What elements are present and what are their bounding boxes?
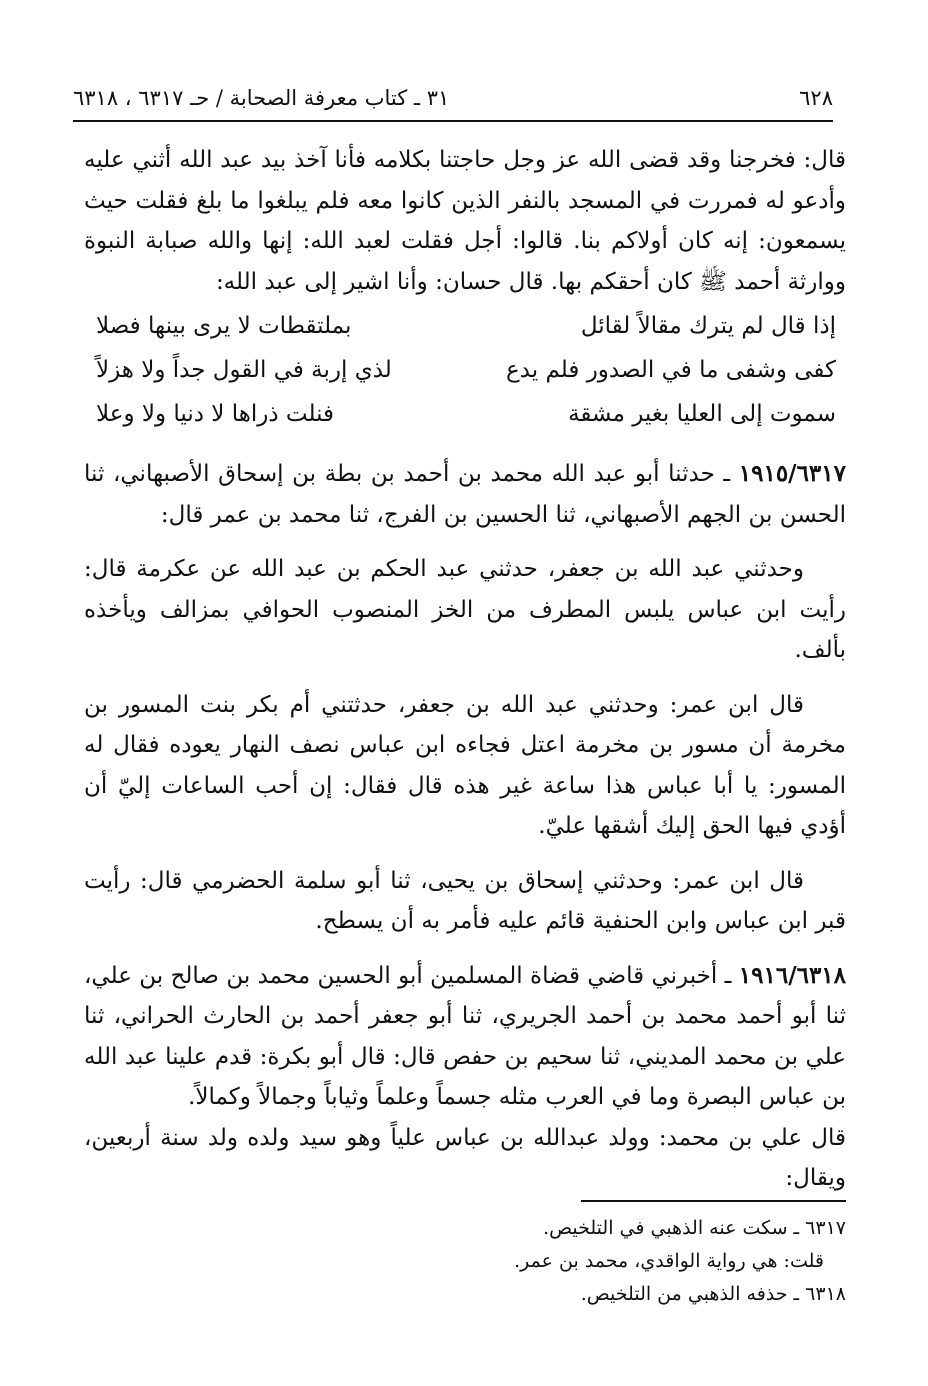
verse-first-hemistich: سموت إلى العليا بغير مشقة bbox=[568, 401, 836, 427]
footnote: قلت: هي رواية الواقدي، محمد بن عمر. bbox=[514, 1250, 824, 1272]
footnote: ٦٣١٧ ـ سكت عنه الذهبي في التلخيص. bbox=[543, 1217, 846, 1239]
poem bbox=[84, 304, 846, 436]
paragraph: وحدثني عبد الله بن جعفر، حدثني عبد الحكم بن عبد الله عن عكرمة قال: رأيت ابن عباس يلبس المطرف من الخز المنصوب الحوافي بمزالف ويأخذه بألف. bbox=[84, 556, 846, 663]
footnotes bbox=[246, 1212, 846, 1311]
page-number: ٦٢٨ bbox=[799, 86, 833, 110]
header-title: ٣١ ـ كتاب معرفة الصحابة / حـ ٦٣١٧ ، ٦٣١٨ bbox=[73, 86, 450, 110]
footnote-rule bbox=[581, 1200, 846, 1202]
verse-second-hemistich: بملتقطات لا يرى بينها فصلا bbox=[96, 313, 352, 339]
hadith-text: ـ حدثنا أبو عبد الله محمد بن أحمد بن بطة بن إسحاق الأصبهاني، ثنا الحسن بن الجهم الأصبهاني، ثنا الحسين بن الفرج، ثنا محمد بن عمر قال: bbox=[84, 461, 846, 528]
hadith-number: ١٩١٥/٦٣١٧ bbox=[738, 460, 846, 487]
verse-first-hemistich: كفى وشفى ما في الصدور فلم يدع bbox=[505, 357, 836, 383]
hadith-text: ـ أخبرني قاضي قضاة المسلمين أبو الحسين محمد بن صالح بن علي، ثنا أبو أحمد محمد بن أحمد الجريري، ثنا أبو جعفر أحمد بن الحارث الحراني، ثنا علي بن محمد المديني، ثنا سحيم بن حفص قال: قال أبو بكرة: قدم علينا عبد الله بن عباس البصرة وما في العرب مثله جسماً وعلماً وثياباً وجمالاً وكمالاً. bbox=[84, 962, 846, 1110]
hadith-6317 bbox=[84, 454, 846, 535]
footnote: ٦٣١٨ ـ حذفه الذهبي من التلخيص. bbox=[580, 1283, 846, 1305]
verse-line bbox=[84, 392, 846, 436]
verse-second-hemistich: فنلت ذراها لا دنيا ولا وعلا bbox=[96, 401, 335, 427]
main-text bbox=[84, 140, 846, 1199]
intro-paragraph: قال: فخرجنا وقد قضى الله عز وجل حاجتنا بكلامه فأنا آخذ بيد عبد الله أثني عليه وأدعو له فمررت في المسجد بالنفر الذين كانوا معه فلم يبلغوا ما بلغ فقلت حيث يسمعون: إنه كان أولاكم بنا. قالوا: أجل فقلت لعبد الله: إنها والله صبابة النبوة ووارثة أحمد ﷺ كان أحقكم بها. قال حسان: وأنا اشير إلى عبد الله: bbox=[84, 147, 846, 295]
paragraph: قال ابن عمر: وحدثني إسحاق بن يحيى، ثنا أبو سلمة الحضرمي قال: رأيت قبر ابن عباس وابن الحنفية قائم عليه فأمر به أن يسطح. bbox=[84, 867, 846, 934]
verse-line bbox=[84, 304, 846, 348]
paragraph: قال ابن عمر: وحدثني عبد الله بن جعفر، حدثتني أم بكر بنت المسور بن مخرمة أن مسور بن مخرمة اعتل فجاءه ابن عباس نصف النهار يعوده فقال له المسور: يا أبا عباس هذا ساعة غير هذه قال فقال: إن أحب الساعات إليّ أن أؤدي فيها الحق إليك أشقها عليّ. bbox=[84, 691, 846, 839]
paragraph: قال علي بن محمد: وولد عبدالله بن عباس علياً وهو سيد ولده ولد سنة أربعين، ويقال: bbox=[84, 1124, 846, 1191]
verse-first-hemistich: إذا قال لم يترك مقالاً لقائل bbox=[580, 313, 836, 339]
verse-second-hemistich: لذي إربة في القول جداً ولا هزلاً bbox=[96, 357, 392, 383]
running-header bbox=[73, 86, 833, 122]
hadith-6318 bbox=[84, 956, 846, 1118]
verse-line bbox=[84, 348, 846, 392]
hadith-number: ١٩١٦/٦٣١٨ bbox=[738, 961, 847, 989]
